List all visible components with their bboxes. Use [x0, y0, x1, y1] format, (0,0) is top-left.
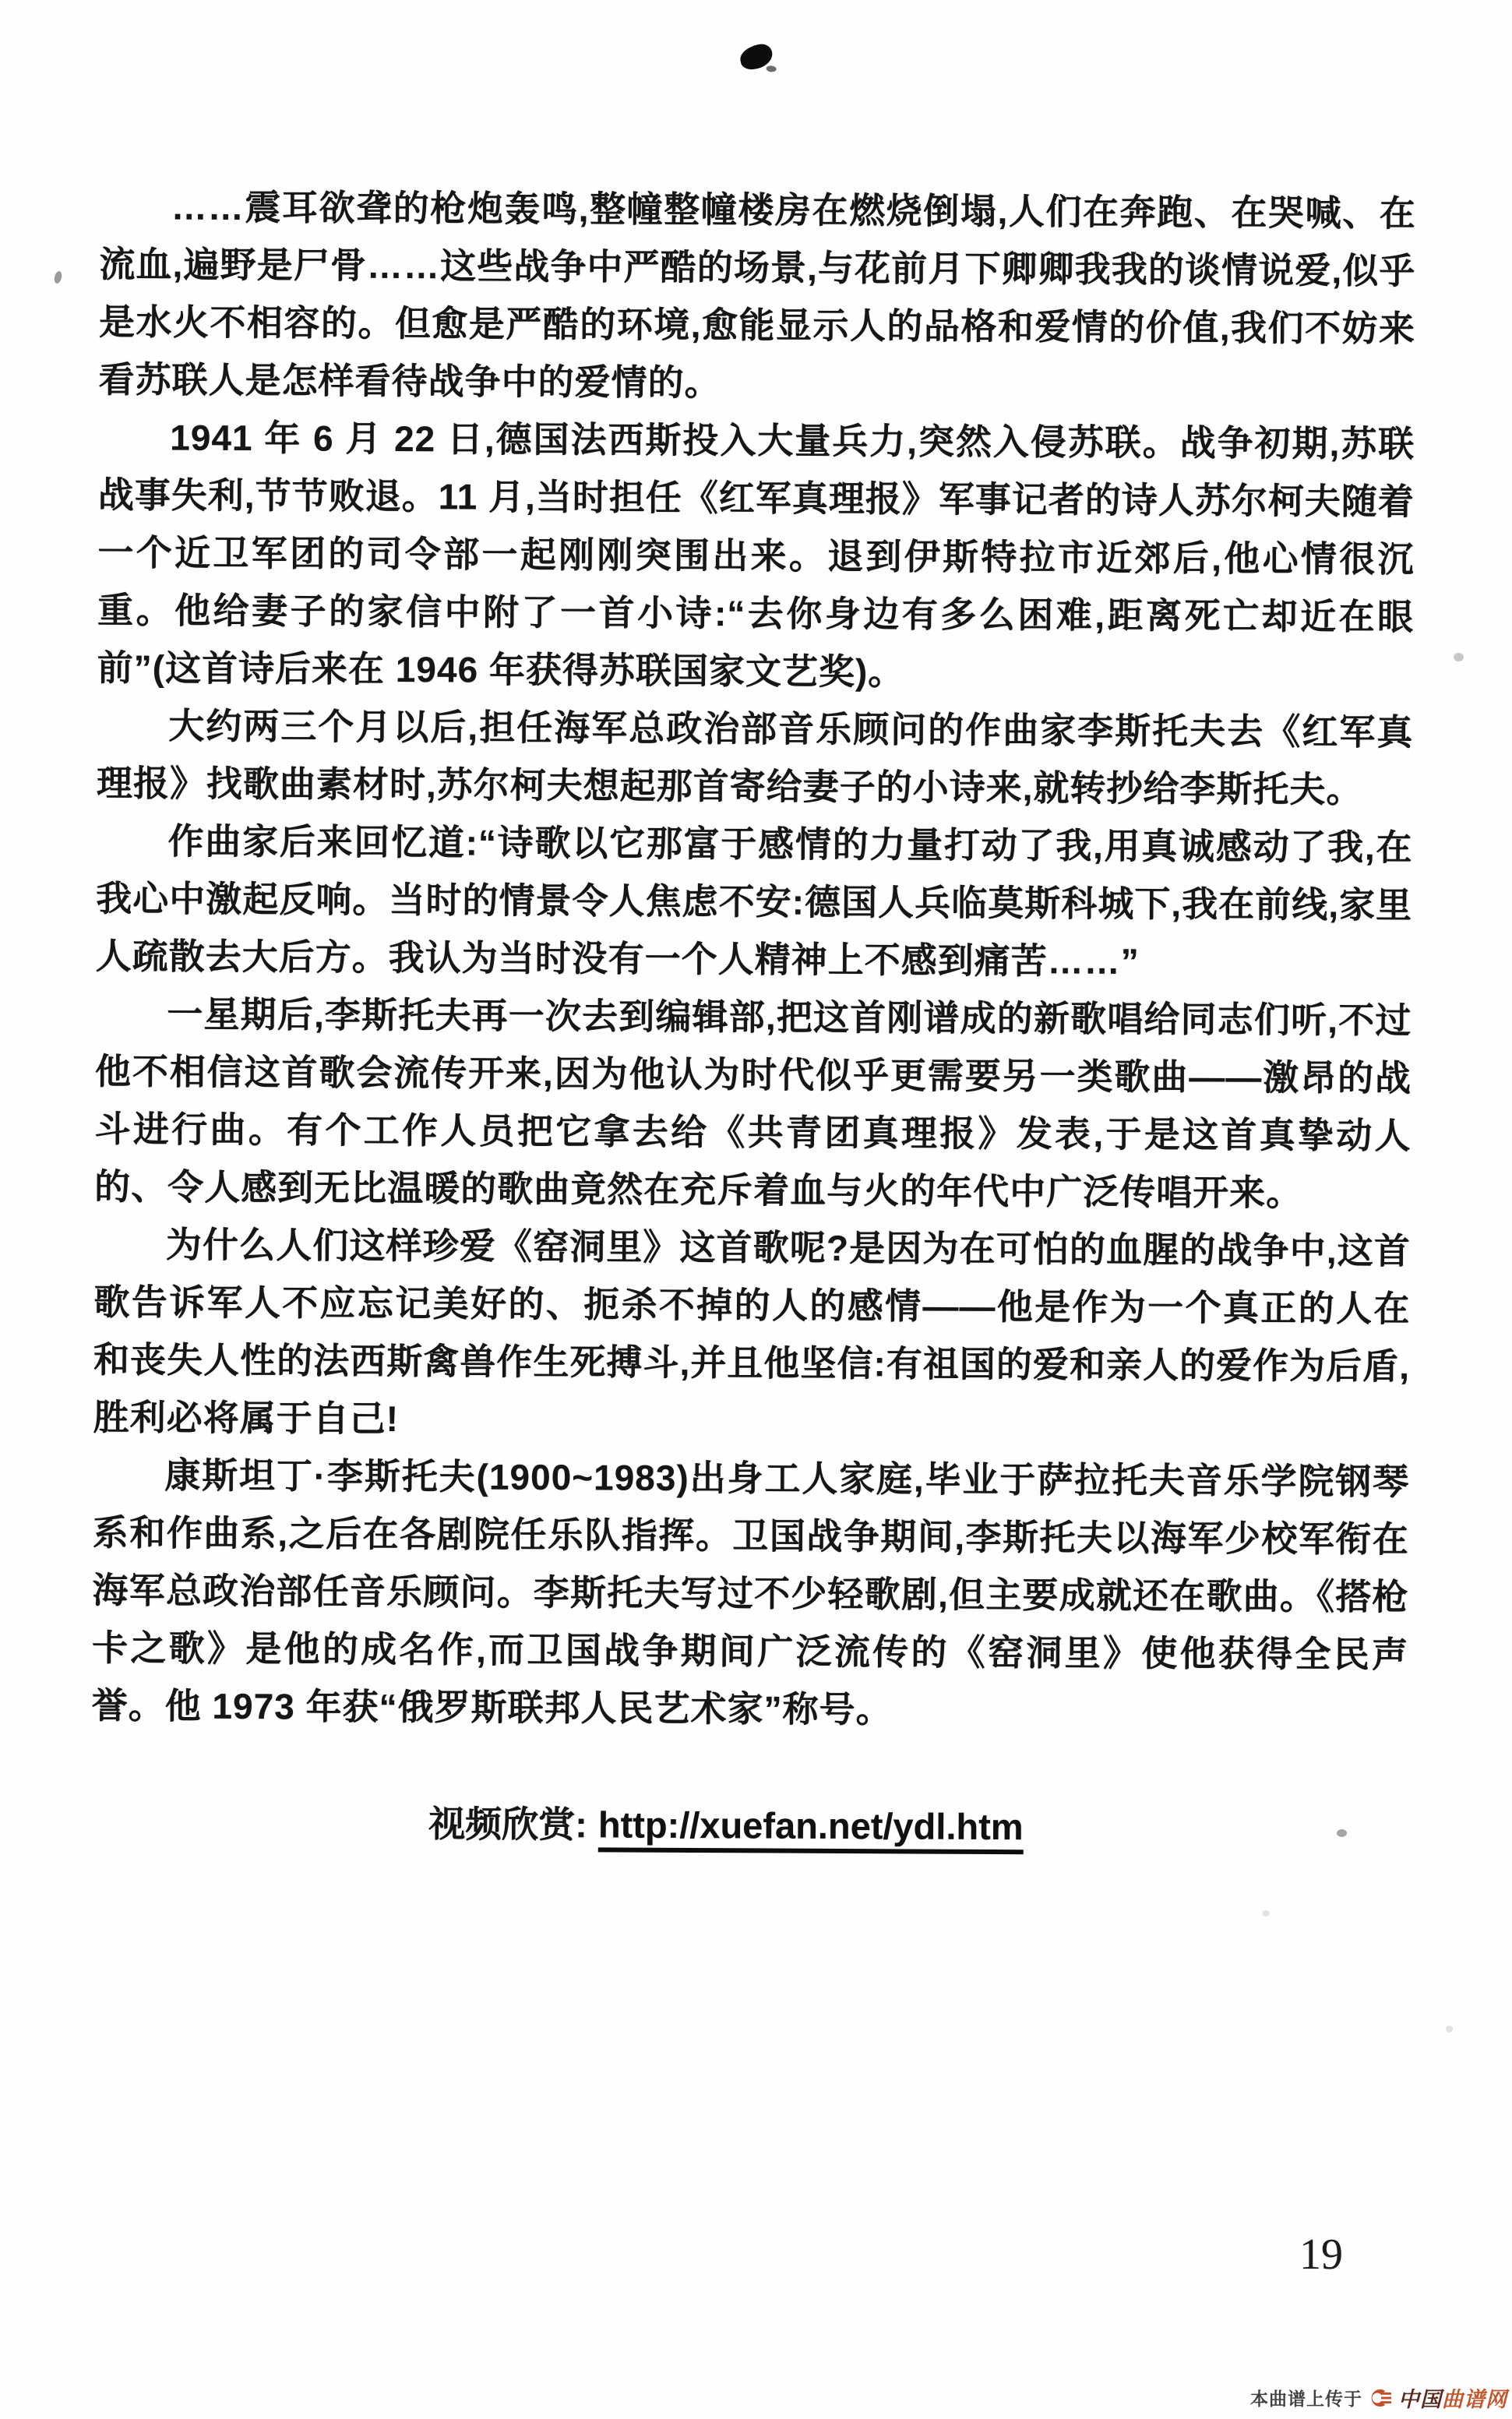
paragraph: ……震耳欲聋的枪炮轰鸣,整幢整幢楼房在燃烧倒塌,人们在奔跑、在哭喊、在流血,遍野是尸骨……这些战争中严酷的场景,与花前月下卿卿我我的谈情说爱,似乎是水火不相容的。但愈是严酷的环境,愈能显示人的品格和爱情的价值,我们不妨来看苏联人是怎样看待战争中的爱情的。	[98, 186, 1416, 404]
site-logo-icon	[1369, 2387, 1392, 2409]
paragraph: 作曲家后来回忆道:“诗歌以它那富于感情的力量打动了我,用真诚感动了我,在我心中激起反响。当时的情景令人焦虑不安:德国人兵临莫斯科城下,我在前线,家里人疏散去大后方。我认为当时没有一个人精神上不感到痛苦……”	[95, 820, 1413, 982]
page-number: 19	[1299, 2230, 1343, 2279]
paragraph: 一星期后,李斯托夫再一次去到编辑部,把这首刚谱成的新歌唱给同志们听,不过他不相信这首歌会流传开来,因为他认为时代似乎更需要另一类歌曲——激昂的战斗进行曲。有个工作人员把它拿去给《共青团真理报》发表,于是这首真挚动人的、令人感到无比温暖的歌曲竟然在充斥着血与火的年代中广泛传唱开来。	[94, 993, 1412, 1214]
ink-speck	[1262, 1910, 1270, 1917]
site-name	[1398, 2382, 1507, 2413]
paragraph: 康斯坦丁·李斯托夫(1900~1983)出身工人家庭,毕业于萨拉托夫音乐学院钢琴系和作曲系,之后在各剧院任乐队指挥。卫国战争期间,李斯托夫以海军少校军衔在海军总政治部任音乐顾问。李斯托夫写过不少轻歌剧,但主要成就还在歌曲。《搭枪卡之歌》是他的成名作,而卫国战争期间广泛流传的《窑洞里》使他获得全民声誉。他 1973 年获“俄罗斯联邦人民艺术家”称号。	[91, 1455, 1410, 1730]
site-name-part2: 曲谱网	[1442, 2388, 1507, 2411]
site-name-part1: 中国	[1398, 2388, 1442, 2411]
video-link-line	[91, 1793, 1408, 1858]
paragraph: 1941 年 6 月 22 日,德国法西斯投入大量兵力,突然入侵苏联。战争初期,苏联战事失利,节节败退。11 月,当时担任《红军真理报》军事记者的诗人苏尔柯夫随着一个近卫军团的司令部一起刚刚突围出来。退到伊斯特拉市近郊后,他心情很沉重。他给妻子的家信中附了一首小诗:“去你身边有多么困难,距离死亡却近在眼前”(这首诗后来在 1946 年获得苏联国家文艺奖)。	[97, 417, 1415, 693]
video-link-label: 视频欣赏:	[428, 1803, 588, 1846]
paragraph: 为什么人们这样珍爱《窑洞里》这首歌呢?是因为在可怕的血腥的战争中,这首歌告诉军人不应忘记美好的、扼杀不掉的人的感情——他是作为一个真正的人在和丧失人性的法西斯禽兽作生死搏斗,并且他坚信:有祖国的爱和亲人的爱作为后盾,胜利必将属于自己!	[93, 1224, 1411, 1440]
watermark	[1250, 2382, 1507, 2413]
paragraph: 大约两三个月以后,担任海军总政治部音乐顾问的作曲家李斯托夫去《红军真理报》找歌曲素材时,苏尔柯夫想起那首寄给妻子的小诗来,就转抄给李斯托夫。	[96, 705, 1414, 810]
ink-speck	[53, 270, 63, 284]
ink-speck	[1454, 653, 1464, 661]
text-block	[91, 178, 1416, 1858]
ink-blot	[738, 42, 774, 72]
ink-speck	[1446, 2026, 1453, 2033]
video-link-url[interactable]: http://xuefan.net/ydl.htm	[598, 1804, 1024, 1854]
upload-note: 本曲谱上传于	[1250, 2389, 1362, 2409]
